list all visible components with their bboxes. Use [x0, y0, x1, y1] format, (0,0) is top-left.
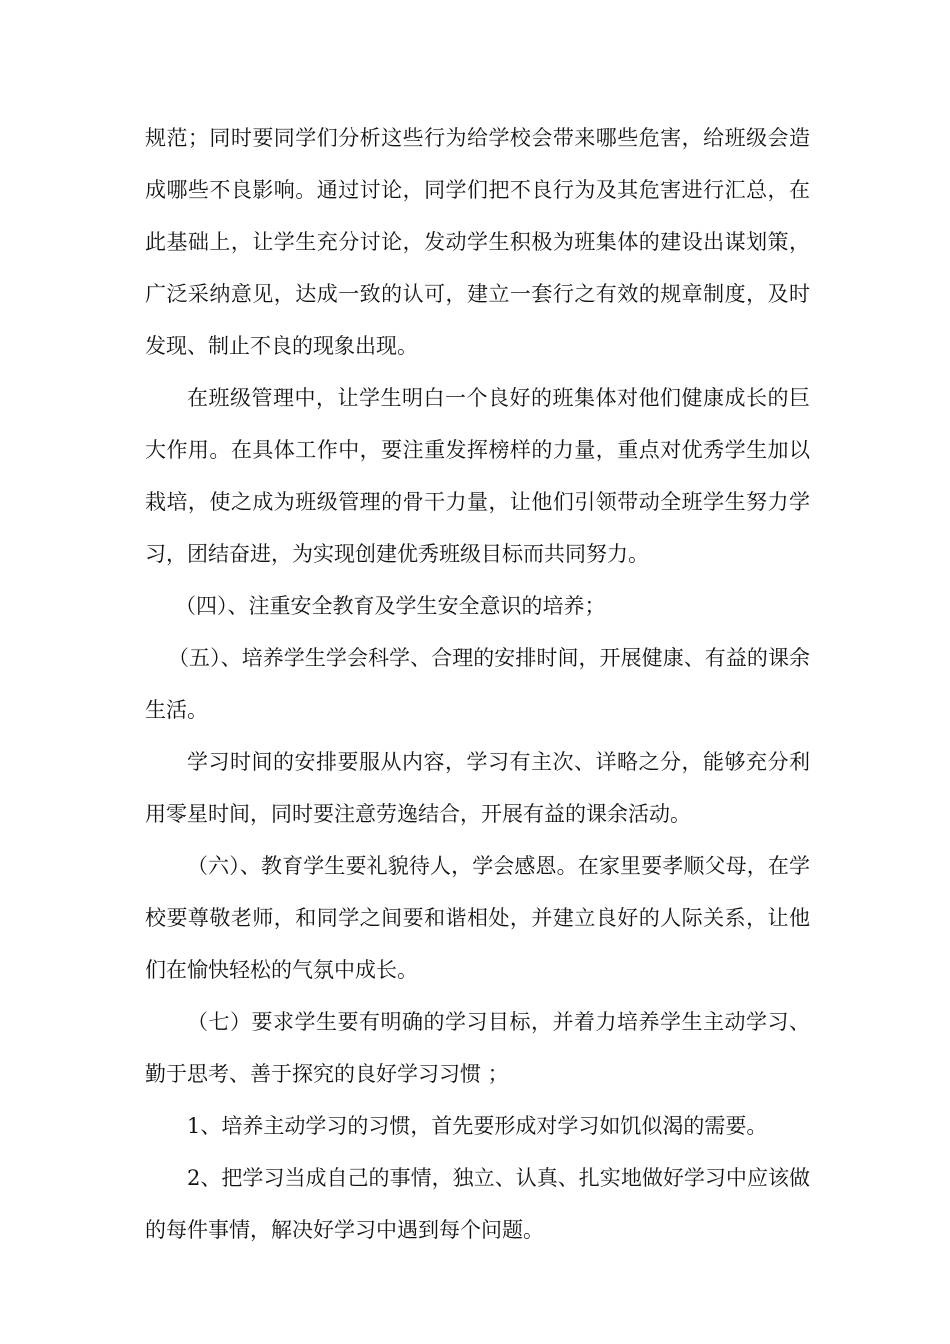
- paragraph-study-time: 学习时间的安排要服从内容，学习有主次、详略之分，能够充分利用零星时间，同时要注意劳逸结合，开展有益的课余活动。: [145, 750, 810, 826]
- paragraph-class-management: 在班级管理中，让学生明白一个良好的班集体对他们健康成长的巨大作用。在具体工作中，要注重发挥榜样的力量，重点对优秀学生加以栽培，使之成为班级管理的骨干力量，让他们引领带动全班学生努力学习，团结奋进，为实现创建优秀班级目标而共同努力。: [145, 386, 810, 566]
- paragraph-point-one: 1、培养主动学习的习惯，首先要形成对学习如饥似渴的需要。: [187, 1114, 768, 1138]
- paragraph-item-five: （五）、培养学生学会科学、合理的安排时间，开展健康、有益的课余生活。: [145, 646, 810, 722]
- paragraph-item-six: （六）、教育学生要礼貌待人，学会感恩。在家里要孝顺父母，在学校要尊敬老师，和同学之间要和谐相处，并建立良好的人际关系，让他们在愉快轻松的气氛中成长。: [145, 854, 810, 982]
- paragraph-item-four: （四）、注重安全教育及学生安全意识的培养；: [175, 594, 606, 618]
- paragraph-point-two: 2、把学习当成自己的事情，独立、认真、扎实地做好学习中应该做的每件事情，解决好学习中遇到每个问题。: [145, 1166, 810, 1242]
- paragraph-rules-continuation: 规范；同时要同学们分析这些行为给学校会带来哪些危害，给班级会造成哪些不良影响。通过讨论，同学们把不良行为及其危害进行汇总，在此基础上，让学生充分讨论，发动学生积极为班集体的建设出谋划策，广泛采纳意见，达成一致的认可，建立一套行之有效的规章制度，及时发现、制止不良的现象出现。: [145, 126, 810, 358]
- paragraph-item-seven: （七）要求学生要有明确的学习目标，并着力培养学生主动学习、勤于思考、善于探究的良好学习习惯 ；: [145, 1010, 810, 1086]
- document-body: [145, 112, 810, 1256]
